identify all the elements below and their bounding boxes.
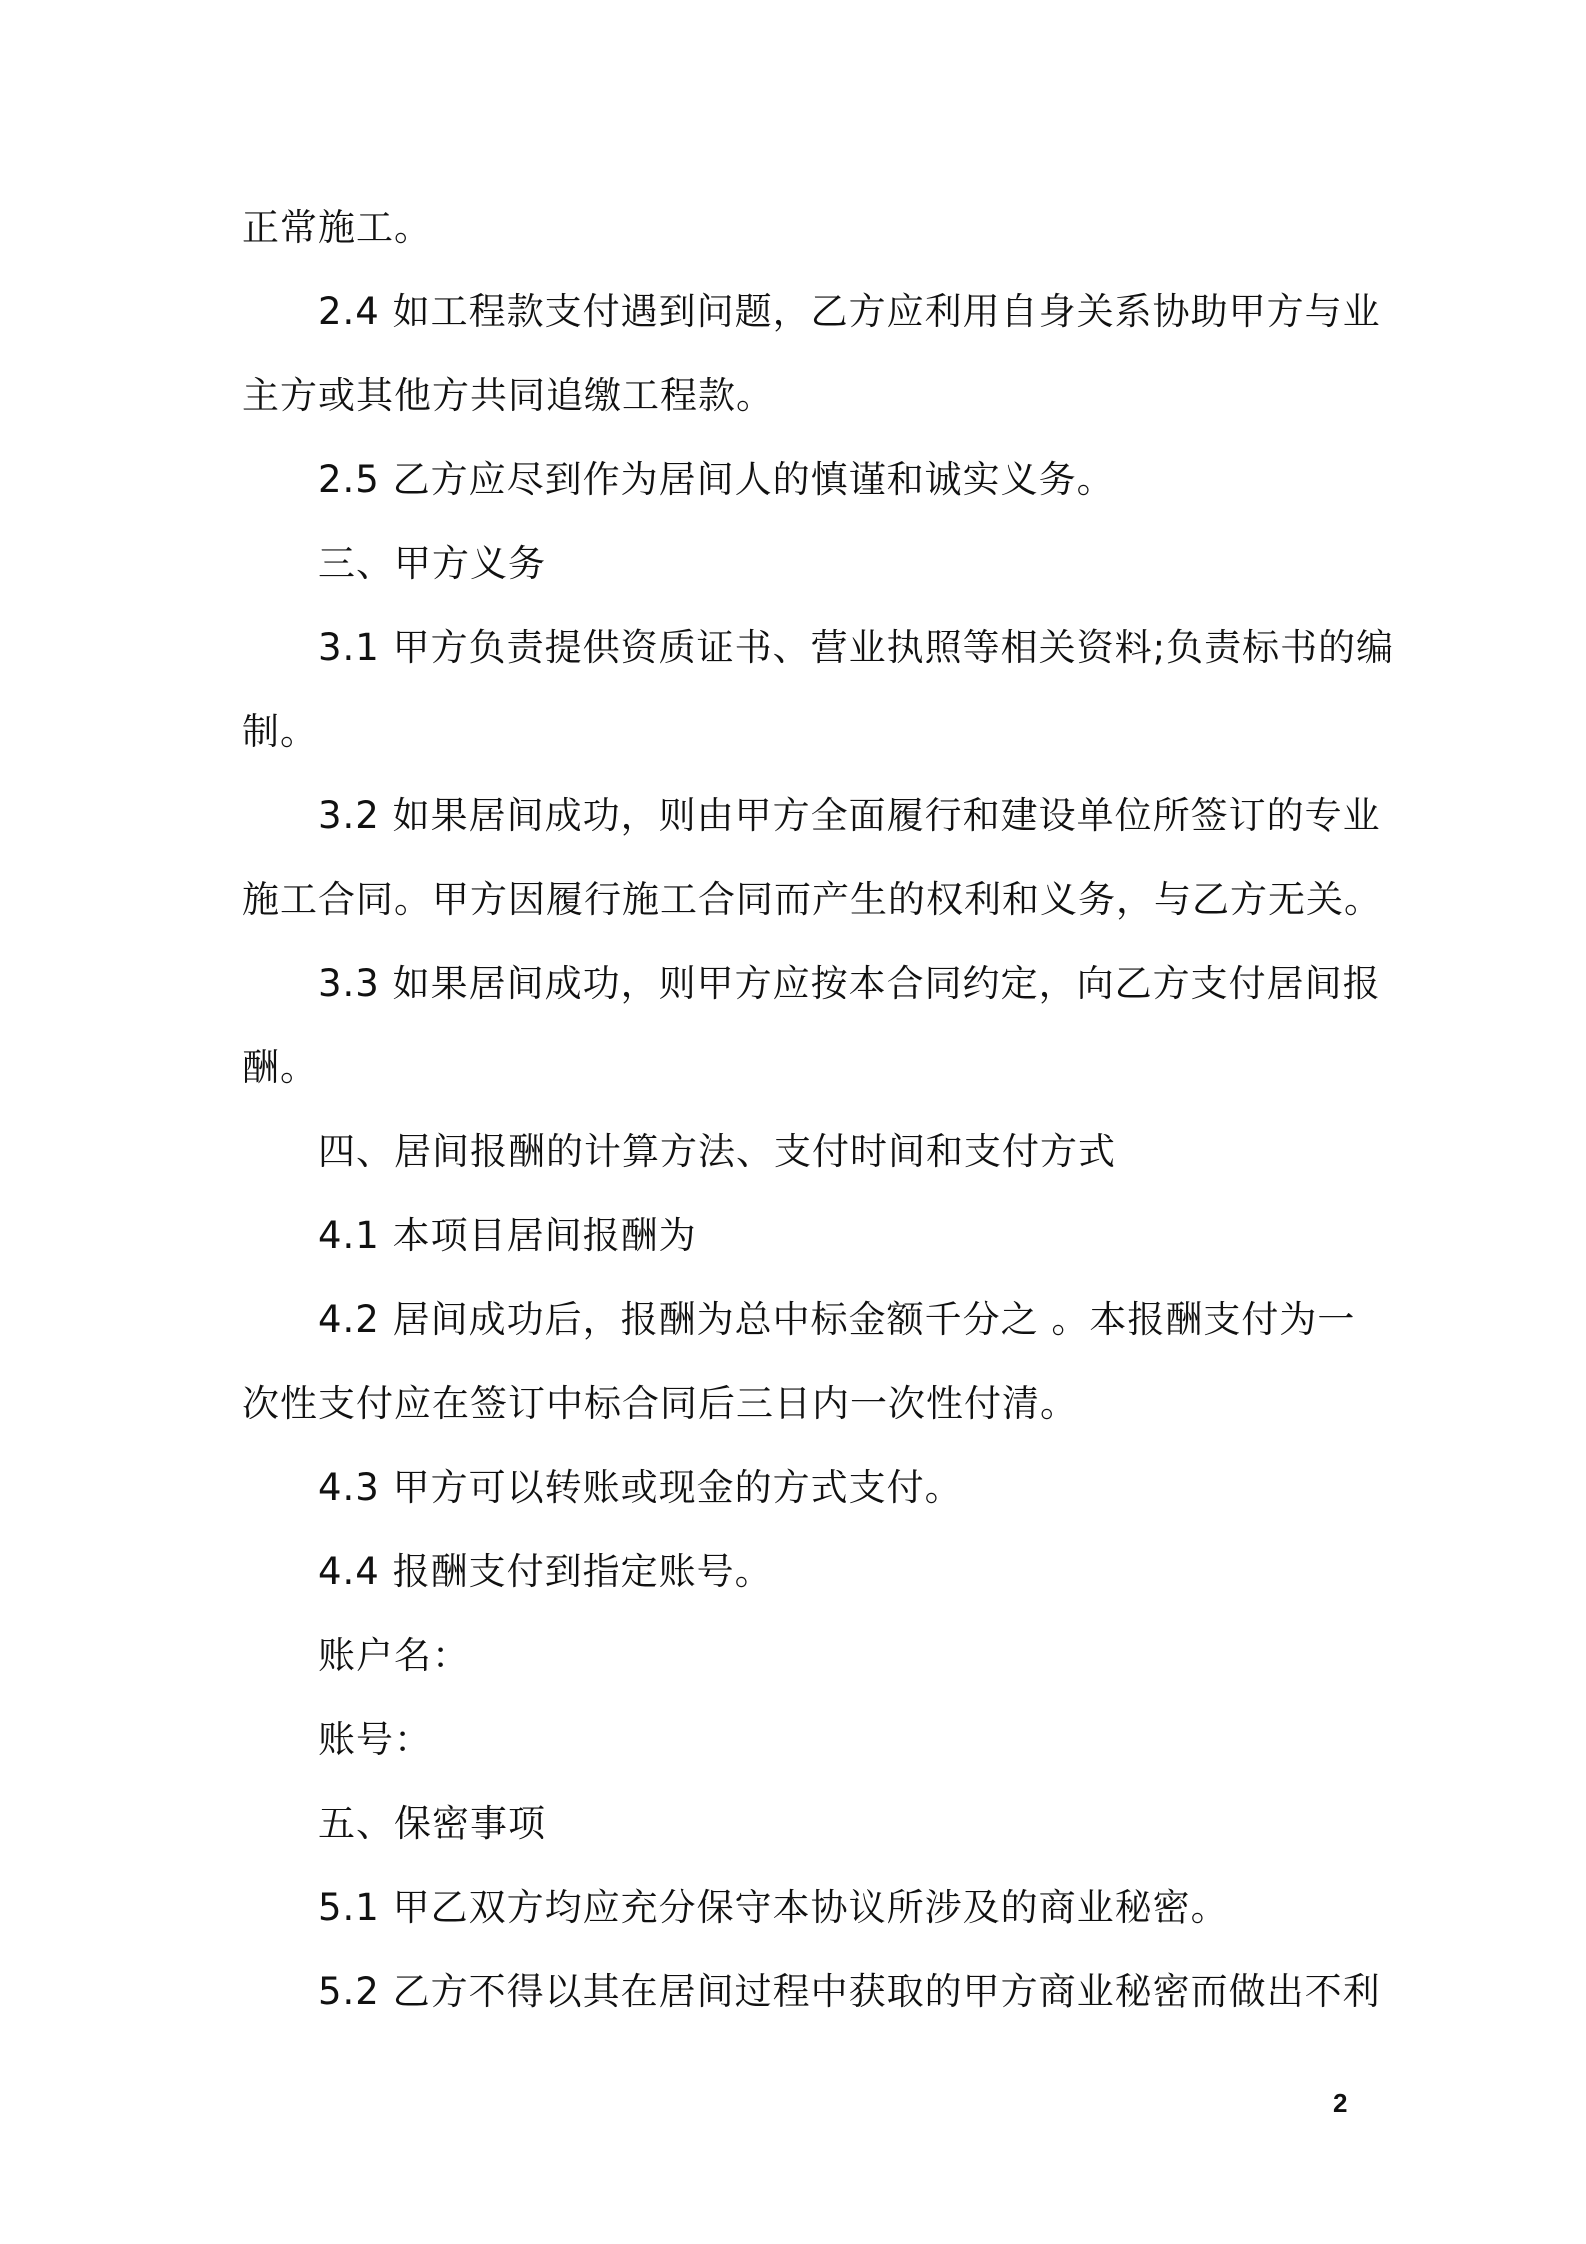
clause-3-2-continuation: 施工合同。甲方因履行施工合同而产生的权利和义务，与乙方无关。 (242, 878, 1382, 921)
section-heading-party-a-obligations: 三、甲方义务 (318, 542, 546, 585)
section-heading-confidentiality: 五、保密事项 (318, 1802, 546, 1845)
section-heading-remuneration: 四、居间报酬的计算方法、支付时间和支付方式 (318, 1130, 1116, 1173)
text-line-work-continuation: 正常施工。 (242, 206, 432, 249)
page-number: 2 (1333, 2088, 1348, 2118)
clause-3-3-continuation: 酬。 (242, 1046, 318, 1089)
clause-2-4-continuation: 主方或其他方共同追缴工程款。 (242, 374, 774, 417)
clause-3-1: 3.1 甲方负责提供资质证书、营业执照等相关资料;负责标书的编 (318, 626, 1395, 669)
clause-3-1-continuation: 制。 (242, 710, 318, 753)
clause-5-2: 5.2 乙方不得以其在居间过程中获取的甲方商业秘密而做出不利 (318, 1970, 1381, 2013)
account-name-label: 账户名： (318, 1634, 470, 1677)
clause-4-3: 4.3 甲方可以转账或现金的方式支付。 (318, 1466, 963, 1509)
clause-4-1: 4.1 本项目居间报酬为 (318, 1214, 697, 1257)
clause-4-2-continuation: 次性支付应在签订中标合同后三日内一次性付清。 (242, 1382, 1078, 1425)
clause-4-2: 4.2 居间成功后，报酬为总中标金额千分之 。本报酬支付为一 (318, 1298, 1356, 1341)
clause-4-4: 4.4 报酬支付到指定账号。 (318, 1550, 773, 1593)
account-number-label: 账号： (318, 1718, 432, 1761)
clause-5-1: 5.1 甲乙双方均应充分保守本协议所涉及的商业秘密。 (318, 1886, 1229, 1929)
clause-3-2: 3.2 如果居间成功，则由甲方全面履行和建设单位所签订的专业 (318, 794, 1381, 837)
clause-3-3: 3.3 如果居间成功，则甲方应按本合同约定，向乙方支付居间报 (318, 962, 1381, 1005)
clause-2-4: 2.4 如工程款支付遇到问题，乙方应利用自身关系协助甲方与业 (318, 290, 1381, 333)
clause-2-5: 2.5 乙方应尽到作为居间人的慎谨和诚实义务。 (318, 458, 1115, 501)
